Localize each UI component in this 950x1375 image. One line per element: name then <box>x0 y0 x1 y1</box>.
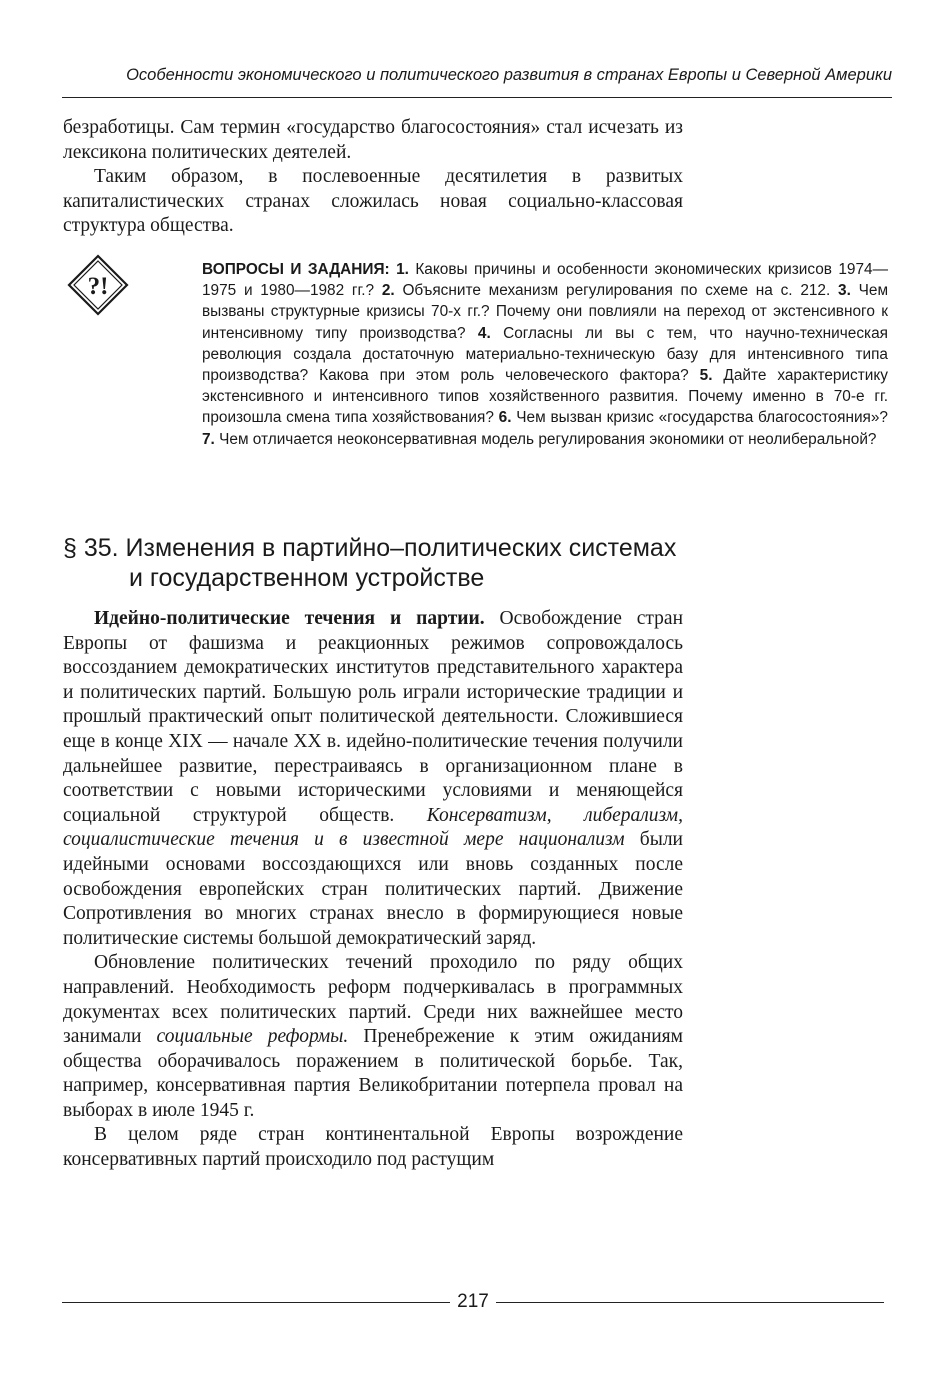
question-num-3: 3. <box>838 282 851 300</box>
running-header <box>62 66 892 96</box>
question-text-7: Чем отличается неоконсервативная модель регулирования экономики от неолиберальной? <box>219 430 877 448</box>
question-num-1: 1. <box>396 261 409 278</box>
question-text-5: Дайте характеристику экстенсивного и интенсивного типов хозяйственного развития. Почему именно в 70-е гг. произошла смена типа хозяйствования? <box>202 367 888 427</box>
body-paragraph-3: В целом ряде стран континентальной Европы возрождение консервативных партий происходило под растущим <box>63 1124 683 1171</box>
diamond-icon <box>66 253 130 317</box>
icon-glyph: ?! <box>87 273 109 300</box>
question-num-6: 6. <box>498 409 512 427</box>
question-num-5: 5. <box>699 367 713 385</box>
section-title-line-1: § 35. Изменения в партийно–политических системах <box>63 534 677 562</box>
footer-rule-right <box>496 1302 884 1303</box>
question-mark-exclamation-icon <box>66 253 130 317</box>
body-p2-text-b: Пренебрежение к этим ожиданиям общества оборачивалось поражением в политической борьбе. Так, например, консервативная партия Великобритании потерпела провал на выборах в июле 1945 г. <box>63 1026 683 1121</box>
body-p2-text-a: Обновление политических течений проходило по ряду общих направлений. Необходимость реформ подчеркивалась в программных документах всех политических партий. Среди них важнейшее место занимали <box>63 952 683 1048</box>
section-title-line-2: и государственном устройстве <box>129 564 485 592</box>
question-num-4: 4. <box>477 324 491 342</box>
question-text-6: Чем вызван кризис «государства благосостояния»? <box>516 409 888 427</box>
body-p1-italic: Консерватизм, либерализм, социалистические течения и в известной мере национализм <box>63 804 684 851</box>
footer-rule-left <box>62 1302 450 1303</box>
question-text-3: Чем вызваны структурные кризисы 70-х гг.? Почему они повлияли на переход от экстенсивного к интенсивному типу производства? <box>202 282 889 342</box>
paragraph-subheading: Идейно-политические течения и партии. <box>94 608 485 629</box>
body-p1-text-b: были идейными основами воссоздающихся или вновь созданных после освобождения европейских стран политических партий. Движение Сопротивления во многих странах внесло в формирующиеся новые политические системы большой демократический заряд. <box>63 829 683 949</box>
question-text-4: Согласны ли вы с тем, что научно-техническая революция создала достаточную материально-техническую базу для интенсивного типа производства? Какова при этом роль человеческого фактора? <box>202 324 889 385</box>
questions-heading: ВОПРОСЫ И ЗАДАНИЯ: <box>202 261 390 278</box>
question-text-2: Объясните механизм регулирования по схеме на с. 212. <box>402 282 831 300</box>
intro-paragraph-2: Таким образом, в послевоенные десятилетия в развитых капиталистических странах сложилась новая социально-классовая структура общества. <box>63 166 683 237</box>
question-text-1: Каковы причины и особенности экономических кризисов 1974—1975 и 1980—1982 гг.? <box>202 261 889 300</box>
page-footer <box>62 1290 884 1314</box>
body-p2-italic: социальные реформы. <box>156 1026 349 1048</box>
intro-text <box>63 116 683 239</box>
main-text <box>63 607 683 1173</box>
body-p1-text-a: Освобождение стран Европы от фашизма и реакционных режимов сопровождалось воссозданием демократических институтов представительного характера и политических партий. Большую роль играли исторические традиции и прошлый практический опыт политической деятельности. Сложившиеся еще в конце XIX — начале XX в. идейно-политические течения получили дальнейшее развитие, перестраиваясь в организационном плане в соответствии с новыми историческими условиями и меняющейся социальной структурой обществ. <box>63 608 684 826</box>
header-divider <box>62 97 892 98</box>
question-num-2: 2. <box>381 282 395 300</box>
section-title <box>63 533 823 593</box>
body-paragraph-2 <box>63 951 683 1123</box>
question-num-7: 7. <box>202 430 215 448</box>
running-title: Особенности экономического и политического развития в странах Европы и Северной Америки <box>126 66 892 84</box>
page-number: 217 <box>457 1291 489 1312</box>
intro-paragraph-1: безработицы. Сам термин «государство благосостояния» стал исчезать из лексикона политических деятелей. <box>63 117 683 163</box>
body-paragraph-1 <box>63 607 683 951</box>
questions-block <box>202 259 888 450</box>
